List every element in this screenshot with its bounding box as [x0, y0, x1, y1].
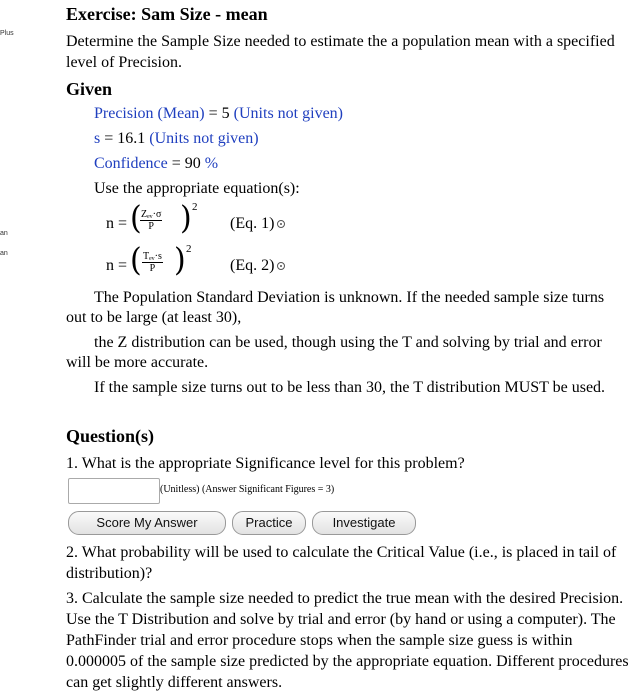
equation-1 [106, 200, 326, 243]
eq1-info-icon[interactable] [277, 220, 285, 228]
eq2-denominator: P [149, 263, 156, 274]
eq1-label: (Eq. 1) [230, 215, 275, 232]
s-label: s [94, 130, 101, 147]
confidence-label: Confidence [94, 155, 168, 172]
sidebar-label-an-2[interactable]: an [0, 250, 8, 257]
given-heading: Given [66, 79, 113, 99]
eq2-fraction [142, 251, 163, 274]
eq2-exponent: 2 [186, 243, 192, 255]
s-units: (Units not given) [149, 130, 259, 147]
use-equation-text: Use the appropriate equation(s): [94, 180, 300, 197]
eq1-fraction [140, 209, 162, 232]
precision-label: Precision (Mean) [94, 105, 205, 122]
answer-input[interactable] [68, 478, 160, 504]
equals-sign: = [208, 105, 218, 122]
eq2-right-paren: ) [174, 242, 186, 279]
eq1-label-wrap [230, 215, 285, 233]
score-my-answer-button[interactable]: Score My Answer [68, 511, 226, 535]
s-value: 16.1 [117, 130, 146, 147]
practice-button[interactable]: Practice [232, 511, 306, 535]
paragraph-t-distribution: If the sample size turns out to be less than 30, the T distribution MUST be used. [94, 379, 606, 396]
paragraph-unknown-sd: The Population Standard Deviation is unknown. If the needed sample size turns out to be large (at least 30), [66, 289, 605, 326]
eq2-label: (Eq. 2) [230, 257, 275, 274]
equals-sign: = [171, 155, 181, 172]
eq2-numerator: Tₑᵥ·s [143, 251, 162, 262]
paragraph-z-distribution: the Z distribution can be used, though using the T and solving by trial and error will be more accurate. [66, 334, 602, 371]
eq2-left-paren: ( [130, 242, 142, 279]
equals-sign: = [104, 130, 114, 147]
eq2-info-icon[interactable] [277, 262, 285, 270]
questions-heading: Question(s) [66, 426, 155, 446]
precision-value: 5 [221, 105, 230, 122]
page-title: Exercise: Sam Size - mean [66, 4, 268, 24]
eq1-lhs: n = [106, 215, 128, 232]
s-line [94, 130, 259, 148]
eq1-right-paren: ) [180, 200, 192, 237]
confidence-line [94, 155, 218, 173]
answer-unit-note: (Unitless) (Answer Significant Figures = 3) [160, 484, 335, 495]
precision-line [94, 105, 343, 123]
intro-text: Determine the Sample Size needed to estimate the a population mean with a specified level of Precision. [66, 33, 615, 71]
precision-units: (Units not given) [233, 105, 343, 122]
investigate-button[interactable]: Investigate [312, 511, 416, 535]
question-3: 3. Calculate the sample size needed to predict the true mean with the desired Precision. Use the T Distribution and solve by trial and error (by hand or using a computer). The PathFinder trial and error procedure stops when the sample size guess is within 0.000005 of the sample size predicted by the appropriate equation. Different procedures can get slightly different answers. [66, 590, 629, 691]
question-2: 2. What probability will be used to calculate the Critical Value (i.e., is placed in tail of distribution)? [66, 544, 617, 582]
eq2-lhs: n = [106, 257, 128, 274]
eq1-numerator: Zₑᵥ·σ [141, 209, 162, 220]
eq1-denominator: P [148, 221, 154, 232]
confidence-units: % [204, 155, 219, 172]
equation-2 [106, 242, 326, 285]
question-1: 1. What is the appropriate Significance level for this problem? [66, 455, 465, 472]
confidence-value: 90 [184, 155, 201, 172]
eq1-left-paren: ( [130, 200, 142, 237]
sidebar-label-plus[interactable]: Plus [0, 30, 14, 37]
eq2-label-wrap [230, 257, 285, 275]
sidebar-label-an-1[interactable]: an [0, 230, 8, 237]
eq1-exponent: 2 [192, 201, 198, 213]
